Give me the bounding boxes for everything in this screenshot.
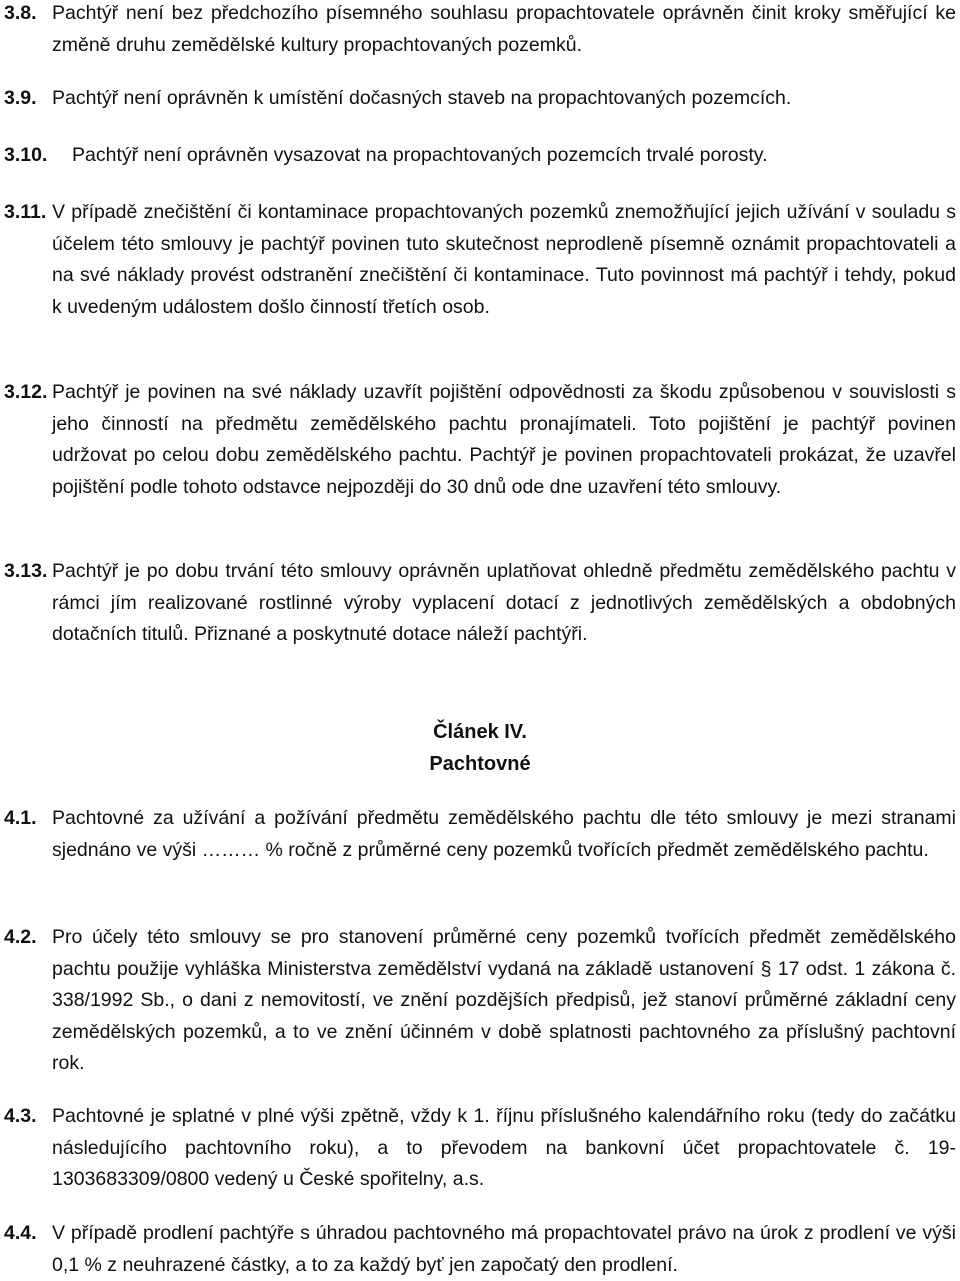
clause-text: Pachtovné za užívání a požívání předmětu zemědělského pachtu dle této smlouvy je mezi stranami sjednáno ve výši ……… % ročně z průměrné ceny pozemků tvořících předmět zemědělského pachtu. <box>52 807 956 861</box>
clause-number: 3.12. <box>4 381 48 403</box>
clause-number: 4.1. <box>4 807 37 829</box>
clause-text: Pachtýř není bez předchozího písemného souhlasu propachtovatele oprávněn činit kroky směřující ke změně druhu zemědělské kultury propachtovaných pozemků. <box>52 2 956 56</box>
clause-3-8 <box>4 0 956 61</box>
clause-4-4 <box>4 1218 956 1281</box>
clause-3-12 <box>4 377 956 503</box>
clause-text: Pachtýř je po dobu trvání této smlouvy oprávněn uplatňovat ohledně předmětu zemědělského pachtu v rámci jím realizované rostlinné výroby vyplacení dotací z jednotlivých zemědělských a obdobných dotačních titulů. Přiznané a poskytnuté dotace náleží pachtýři. <box>52 560 956 645</box>
clause-text: Pachtýř není oprávněn k umístění dočasných staveb na propachtovaných pozemcích. <box>52 87 792 109</box>
article-subtitle: Pachtovné <box>429 753 531 775</box>
clause-text: Pachtýř není oprávněn vysazovat na propachtovaných pozemcích trvalé porosty. <box>72 144 768 166</box>
clause-text: Pachtýř je povinen na své náklady uzavřít pojištění odpovědnosti za škodu způsobenou v souvislosti s jeho činností na předmětu zemědělského pachtu pronajímateli. Toto pojištění je pachtýř povinen udržovat po celou dobu zemědělského pachtu. Pachtýř je povinen propachtovateli prokázat, že uzavřel pojištění podle tohoto odstavce nejpozději do 30 dnů ode dne uzavření této smlouvy. <box>52 381 956 498</box>
clause-number: 3.10. <box>4 144 48 166</box>
clause-3-13 <box>4 556 956 651</box>
clause-text: V případě prodlení pachtýře s úhradou pachtovného má propachtovatel právo na úrok z prodlení ve výši 0,1 % z neuhrazené částky, a to za každý byť jen započatý den prodlení. <box>52 1222 956 1276</box>
clause-number: 4.2. <box>4 926 37 948</box>
article-title: Článek IV. <box>433 721 527 743</box>
clause-number: 3.13. <box>4 560 48 582</box>
clause-text: Pachtovné je splatné v plné výši zpětně, vždy k 1. říjnu příslušného kalendářního roku (tedy do začátku následujícího pachtovního roku), a to převodem na bankovní účet propachtovatele č. 19-1303683309/0800 vedený u České spořitelny, a.s. <box>52 1105 956 1190</box>
clause-4-2 <box>4 922 956 1080</box>
clause-number: 4.3. <box>4 1105 37 1127</box>
clause-number: 3.11. <box>4 201 47 223</box>
clause-text: V případě znečištění či kontaminace propachtovaných pozemků znemožňující jejich užívání v souladu s účelem této smlouvy je pachtýř povinen tuto skutečnost neprodleně písemně oznámit propachtovateli a na své náklady provést odstranění znečištění či kontaminace. Tuto povinnost má pachtýř i tehdy, pokud k uvedeným událostem došlo činností třetích osob. <box>52 201 956 318</box>
clause-3-11 <box>4 197 956 323</box>
clause-4-3 <box>4 1101 956 1196</box>
clause-number: 3.8. <box>4 2 37 24</box>
clause-text: Pro účely této smlouvy se pro stanovení průměrné ceny pozemků tvořících předmět zemědělského pachtu použije vyhláška Ministerstva zemědělství vydaná na základě ustanovení § 17 odst. 1 zákona č. 338/1992 Sb., o dani z nemovitostí, ve znění pozdějších předpisů, jež stanoví průměrné základní ceny zemědělských pozemků, a to ve znění účinném v době splatnosti pachtovného za příslušný pachtovní rok. <box>52 926 956 1074</box>
clause-number: 3.9. <box>4 87 37 109</box>
clause-3-9 <box>4 83 956 115</box>
clause-number: 4.4. <box>4 1222 37 1244</box>
clause-3-10 <box>4 140 956 172</box>
clause-4-1 <box>4 803 956 866</box>
